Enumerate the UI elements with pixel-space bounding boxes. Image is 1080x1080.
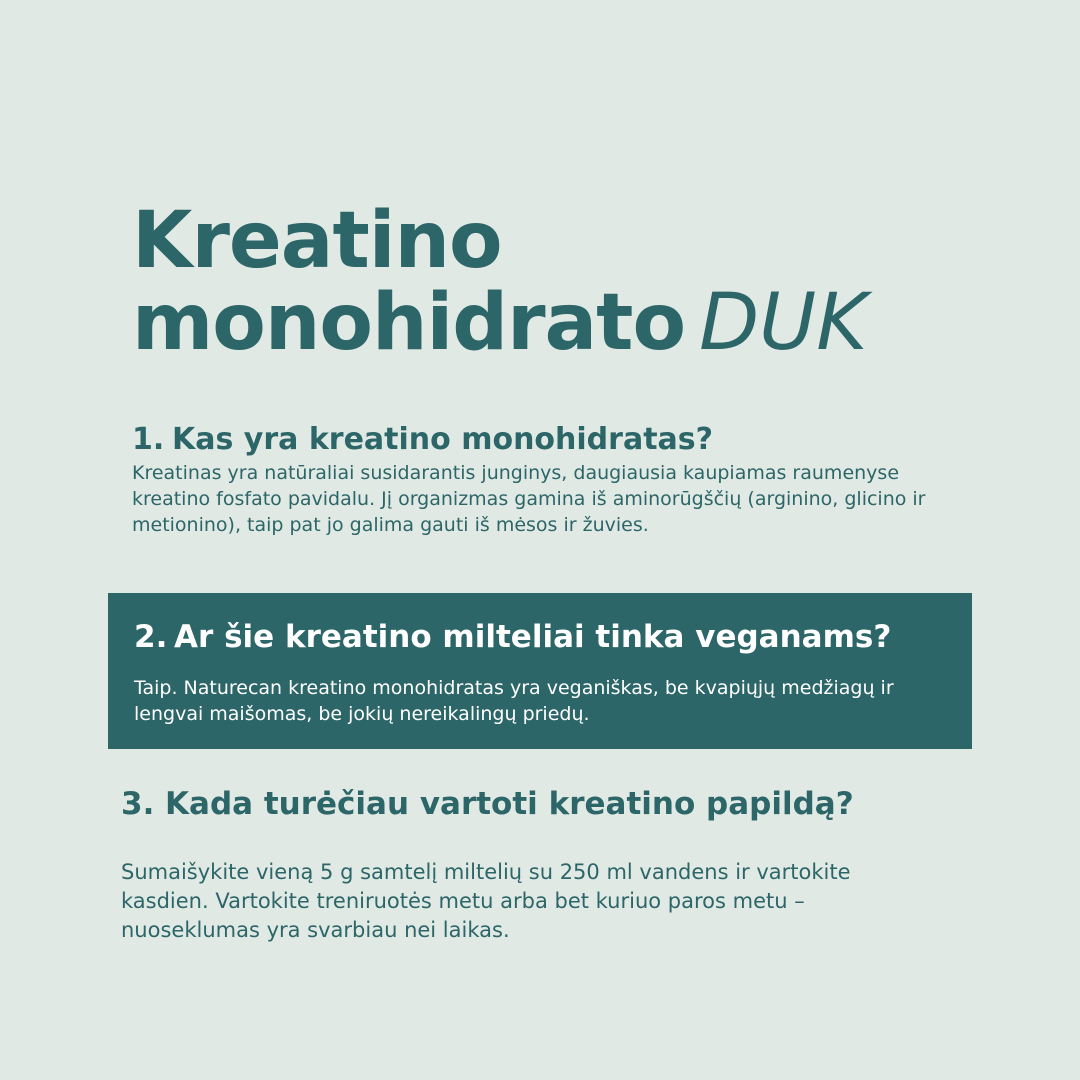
faq-question-2 [134,615,946,659]
faq-question-3 [121,782,921,826]
title-line-2 [132,278,868,368]
faq-question-text-3: Kada turėčiau vartoti kreatino papildą? [165,786,854,822]
faq-number-2: 2. [134,619,168,655]
faq-number-3: 3. [121,786,155,822]
faq-answer-3: Sumaišykite vieną 5 g samtelį miltelių su 250 ml vandens ir vartokite kasdien. Vartokite treniruotės metu arba bet kuriuo paros metu – nuoseklumas yra svarbiau nei laikas. [121,860,851,942]
title-emphasis: DUK [699,278,868,368]
faq-answer-1: Kreatinas yra natūraliai susidarantis junginys, daugiausia kaupiamas raumenyse kreatino fosfato pavidalu. Jį organizmas gamina iš aminorūgščių (arginino, glicino ir metionino), taip pat jo galima gauti iš mėsos ir žuvies. [132,462,926,536]
faq-number-1: 1. [132,422,165,457]
faq-item-2-highlighted [108,593,972,749]
title-word: monohidrato [132,278,686,368]
faq-answer-2: Taip. Naturecan kreatino monohidratas yra veganiškas, be kvapiųjų medžiagų ir lengvai maišomas, be jokių nereikalingų priedų. [134,677,894,725]
title-line-1: Kreatino [132,196,502,286]
faq-item-3 [121,782,921,945]
faq-question-1 [132,420,932,460]
faq-item-1 [132,420,932,538]
faq-question-text-2: Ar šie kreatino milteliai tinka veganams? [174,619,892,655]
faq-question-text-1: Kas yra kreatino monohidratas? [172,422,714,457]
page-title [132,196,868,368]
